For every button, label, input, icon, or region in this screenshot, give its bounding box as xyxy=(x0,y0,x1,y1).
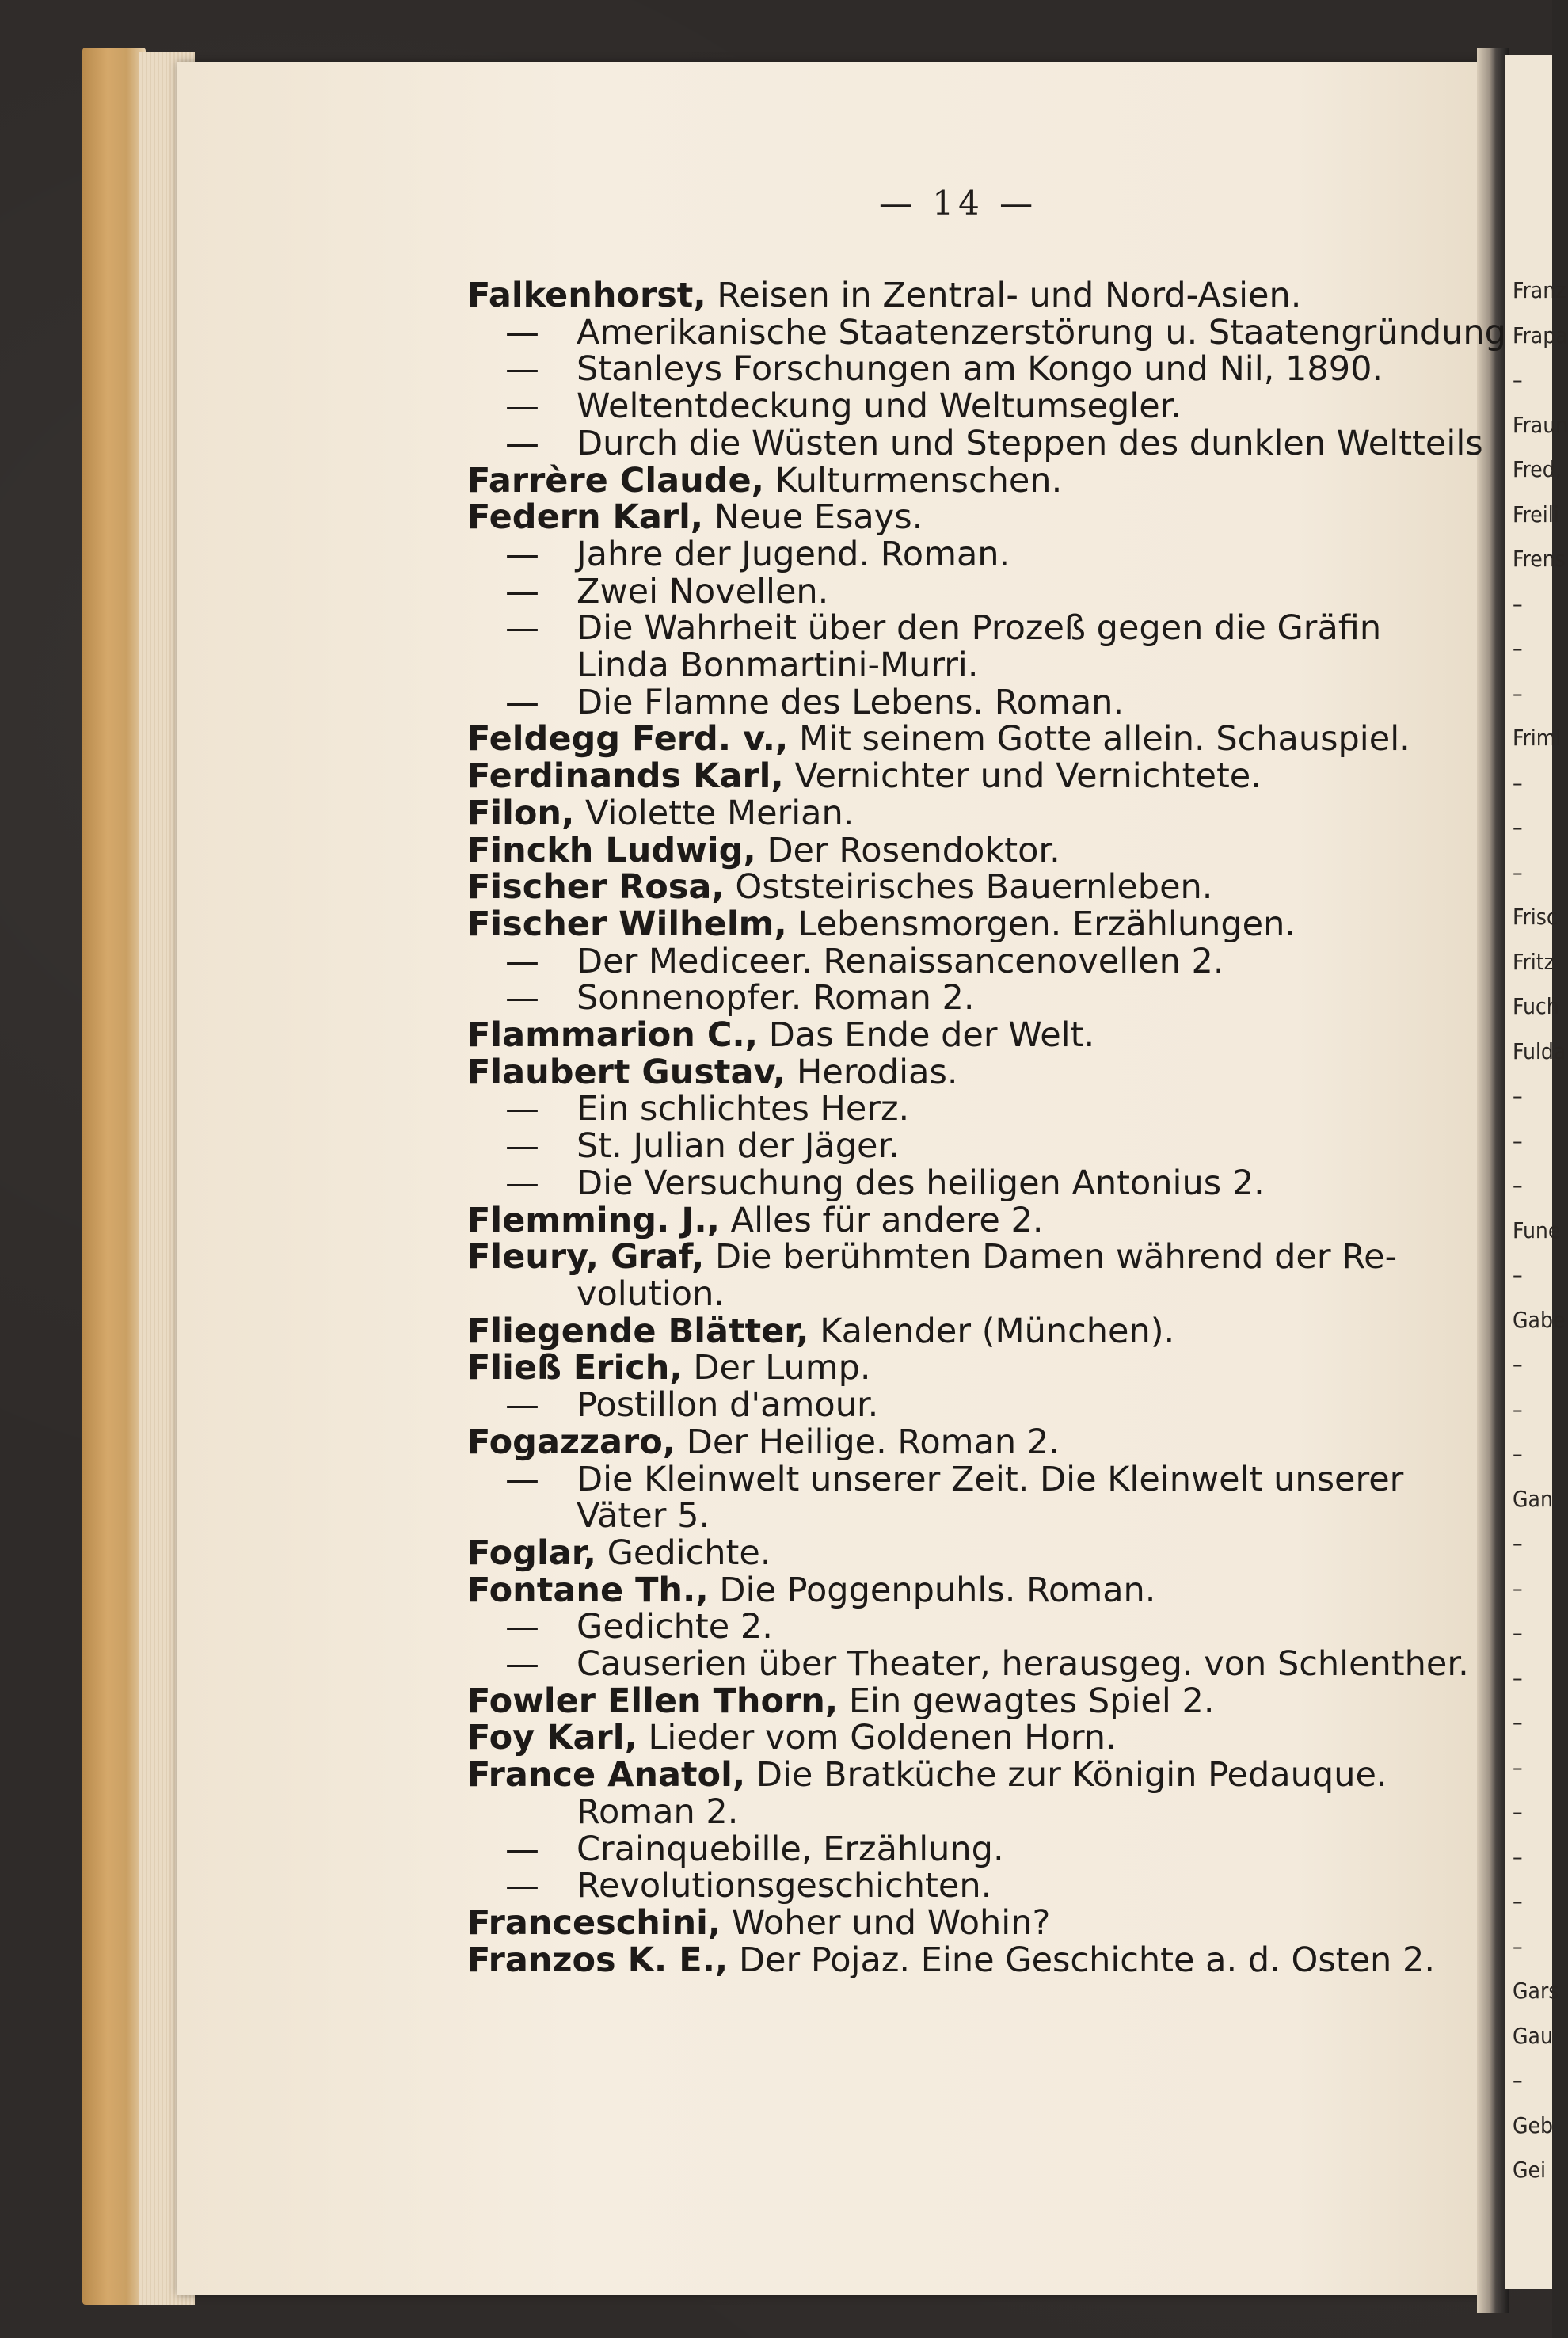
facing-page-fragment: – xyxy=(1513,1709,1523,1735)
facing-page-fragment: – xyxy=(1513,1396,1523,1422)
author-name: Flammarion C., xyxy=(467,1015,759,1056)
facing-page-fragment: – xyxy=(1513,814,1523,840)
ditto-dash: — xyxy=(505,423,539,463)
title-text: Sonnenopfer. Roman 2. xyxy=(577,978,975,1019)
facing-page-fragment: – xyxy=(1513,1172,1523,1198)
author-name: Farrère Claude, xyxy=(467,460,764,501)
catalog-entry xyxy=(467,1719,1497,1757)
catalog-entry xyxy=(467,758,1497,795)
ditto-dash: — xyxy=(505,534,539,574)
ditto-dash: — xyxy=(505,1644,539,1685)
title-text: Oststeirisches Bauernleben. xyxy=(735,867,1213,908)
title-text: Stanleys Forschungen am Kongo und Nil, 1890. xyxy=(577,349,1383,390)
title-text: Die Poggenpuhls. Roman. xyxy=(719,1570,1156,1610)
facing-page-fragment: Gars xyxy=(1513,1978,1559,2004)
catalog-entry xyxy=(467,1165,1497,1202)
ditto-dash: — xyxy=(505,941,539,981)
facing-page-fragment: – xyxy=(1513,680,1523,706)
title-text: Crainquebille, Erzählung. xyxy=(577,1829,1004,1869)
catalog-entry xyxy=(467,1609,1497,1646)
author-name: Fliegende Blätter, xyxy=(467,1311,809,1351)
catalog-entry xyxy=(467,1350,1497,1387)
title-text: Weltentdeckung und Weltumsegler. xyxy=(577,386,1182,427)
title-text: Lebensmorgen. Erzählungen. xyxy=(797,904,1296,944)
title-text: Das Ende der Welt. xyxy=(768,1015,1095,1056)
title-text: Vernichter und Vernichtete. xyxy=(794,756,1262,797)
catalog-entry xyxy=(467,832,1497,870)
title-text: Gedichte. xyxy=(607,1533,771,1573)
facing-page-fragment: – xyxy=(1513,635,1523,661)
author-name: Foglar, xyxy=(467,1533,596,1573)
continuation-text: Linda Bonmartini-Murri. xyxy=(577,645,979,686)
author-name: Franzos K. E., xyxy=(467,1940,729,1980)
author-name: Fogazzaro, xyxy=(467,1422,676,1462)
facing-page-fragment: – xyxy=(1513,1843,1523,1870)
continuation-text: Roman 2. xyxy=(577,1792,739,1832)
title-text: Die berühmten Damen während der Re- xyxy=(714,1237,1398,1278)
facing-page-fragment: Geb xyxy=(1513,2111,1554,2138)
author-name: Franceschini, xyxy=(467,1902,721,1943)
title-text: Lieder vom Goldenen Horn. xyxy=(648,1718,1117,1758)
title-text: Die Bratküche zur Königin Pedauque. xyxy=(755,1755,1387,1795)
catalog-entry xyxy=(467,1572,1497,1609)
facing-page-fragment: – xyxy=(1513,1754,1523,1780)
continuation-text: volution. xyxy=(577,1274,725,1314)
title-text: Jahre der Jugend. Roman. xyxy=(577,534,1010,574)
facing-page-fragment: – xyxy=(1513,1262,1523,1288)
facing-page-fragment: – xyxy=(1513,1888,1523,1914)
catalog-entry xyxy=(467,1313,1497,1350)
title-text: St. Julian der Jäger. xyxy=(577,1126,900,1167)
facing-page-fragment: Frisc xyxy=(1513,904,1558,930)
book-edge xyxy=(82,48,146,2305)
catalog-entry xyxy=(467,1128,1497,1165)
catalog-entry xyxy=(467,1498,1497,1535)
title-text: Zwei Novellen. xyxy=(577,571,829,611)
catalog-entry xyxy=(467,425,1497,463)
author-name: Fowler Ellen Thorn, xyxy=(467,1681,839,1721)
facing-page-fragment: Fuch xyxy=(1513,993,1559,1019)
facing-page-fragment: – xyxy=(1513,590,1523,617)
title-text: Gedichte 2. xyxy=(577,1607,773,1647)
title-text: Ein schlichtes Herz. xyxy=(577,1089,910,1129)
title-text: Der Mediceer. Renaissancenovellen 2. xyxy=(577,941,1224,981)
ditto-dash: — xyxy=(505,608,539,649)
ditto-dash: — xyxy=(505,1163,539,1203)
facing-page-fragment: Fulda xyxy=(1513,1038,1566,1064)
title-text: Der Heilige. Roman 2. xyxy=(686,1422,1060,1462)
ditto-dash: — xyxy=(505,349,539,390)
catalog-entry xyxy=(467,795,1497,832)
facing-page-fragment: Gabe xyxy=(1513,1306,1566,1333)
catalog-entry xyxy=(467,460,1497,501)
title-text: Durch die Wüsten und Steppen des dunklen Weltteils xyxy=(577,423,1483,463)
catalog-entry xyxy=(467,1276,1497,1313)
title-text: Herodias. xyxy=(797,1052,958,1092)
catalog-entry xyxy=(467,1868,1497,1905)
title-text: Die Versuchung des heiligen Antonius 2. xyxy=(577,1163,1265,1203)
facing-page-edge xyxy=(1505,55,1568,2289)
catalog-entry xyxy=(467,684,1497,722)
continuation-text: Väter 5. xyxy=(577,1496,710,1536)
facing-page-fragment: – xyxy=(1513,859,1523,885)
ditto-dash: — xyxy=(505,1866,539,1906)
title-text: Der Pojaz. Eine Geschichte a. d. Osten 2. xyxy=(738,1940,1435,1980)
catalog-entry xyxy=(467,943,1497,981)
ditto-dash: — xyxy=(505,571,539,611)
facing-page-fragment: Frapa xyxy=(1513,322,1568,348)
title-text: Die Wahrheit über den Prozeß gegen die Gräfin xyxy=(577,608,1382,649)
author-name: Federn Karl, xyxy=(467,497,704,538)
title-text: Ein gewagtes Spiel 2. xyxy=(848,1681,1215,1721)
author-name: Finckh Ludwig, xyxy=(467,830,756,870)
facing-page-fragment: Gei xyxy=(1513,2157,1547,2183)
facing-page-fragment: – xyxy=(1513,1799,1523,1825)
author-name: Filon, xyxy=(467,793,575,833)
author-name: France Anatol, xyxy=(467,1755,746,1795)
facing-page-fragment: – xyxy=(1513,1932,1523,1959)
facing-page-fragment: Gau xyxy=(1513,2022,1553,2049)
title-text: Kulturmenschen. xyxy=(774,460,1063,501)
title-text: Die Flamne des Lebens. Roman. xyxy=(577,682,1125,722)
catalog-entries xyxy=(467,276,1506,1980)
facing-page-fragment: – xyxy=(1513,1127,1523,1154)
title-text: Kalender (München). xyxy=(820,1311,1175,1351)
catalog-entry xyxy=(467,1535,1497,1572)
author-name: Foy Karl, xyxy=(467,1718,637,1758)
facing-page-fragment: – xyxy=(1513,2067,1523,2093)
ditto-dash: — xyxy=(505,978,539,1019)
facing-page-fragment: Fune xyxy=(1513,1217,1561,1243)
title-text: Reisen in Zentral- und Nord-Asien. xyxy=(717,276,1302,315)
title-text: Mit seinem Gotte allein. Schauspiel. xyxy=(798,719,1410,760)
facing-page-fragment: – xyxy=(1513,367,1523,393)
catalog-entry xyxy=(467,1902,1497,1943)
catalog-entry xyxy=(467,1202,1497,1239)
facing-page-fragment: – xyxy=(1513,1575,1523,1601)
facing-page-fragment: – xyxy=(1513,1083,1523,1109)
ditto-dash: — xyxy=(505,1089,539,1129)
catalog-entry xyxy=(467,906,1497,943)
catalog-entry xyxy=(467,647,1497,684)
catalog-entry xyxy=(467,1646,1497,1683)
catalog-entry xyxy=(467,1757,1497,1794)
catalog-entry xyxy=(467,610,1497,647)
catalog-entry xyxy=(467,536,1497,573)
catalog-entry xyxy=(467,277,1497,314)
ditto-dash: — xyxy=(505,386,539,427)
title-text: Der Rosendoktor. xyxy=(767,830,1060,870)
ditto-dash: — xyxy=(505,1829,539,1869)
facing-page-fragment: – xyxy=(1513,1441,1523,1467)
author-name: Fischer Rosa, xyxy=(467,867,725,908)
catalog-entry xyxy=(467,499,1497,536)
title-text: Woher und Wohin? xyxy=(731,1902,1051,1943)
title-text: Revolutionsgeschichten. xyxy=(577,1866,992,1906)
catalog-entry xyxy=(467,869,1497,906)
facing-page-fragment: Gan xyxy=(1513,1485,1553,1512)
catalog-entry xyxy=(467,1942,1497,1979)
title-text: Postillon d'amour. xyxy=(577,1385,879,1426)
catalog-entry xyxy=(467,1387,1497,1424)
facing-page-fragment: Fritz xyxy=(1513,948,1555,975)
facing-page-fragment: Fred, xyxy=(1513,456,1562,482)
ditto-dash: — xyxy=(505,682,539,722)
catalog-entry xyxy=(467,573,1497,611)
author-name: Flemming. J., xyxy=(467,1200,720,1240)
facing-page-fragment: – xyxy=(1513,1620,1523,1646)
title-text: Die Kleinwelt unserer Zeit. Die Kleinwelt unserer xyxy=(577,1459,1404,1499)
ditto-dash: — xyxy=(505,312,539,352)
title-text: Violette Merian. xyxy=(585,793,854,833)
title-text: Causerien über Theater, herausgeg. von Schlenther. xyxy=(577,1644,1469,1685)
catalog-entry xyxy=(467,1794,1497,1831)
page-number: — 14 — xyxy=(879,184,1038,223)
ditto-dash: — xyxy=(505,1607,539,1647)
title-text: Neue Esays. xyxy=(714,497,923,538)
author-name: Feldegg Ferd. v., xyxy=(467,719,789,760)
facing-page-fragment: Frens xyxy=(1513,546,1566,572)
author-name: Fischer Wilhelm, xyxy=(467,904,787,944)
catalog-entry xyxy=(467,312,1506,352)
facing-page-fragment: – xyxy=(1513,1351,1523,1377)
author-name: Falkenhorst, xyxy=(467,276,706,315)
catalog-entry xyxy=(467,1054,1497,1091)
author-name: Ferdinands Karl, xyxy=(467,756,784,797)
catalog-entry xyxy=(467,351,1497,388)
facing-page-fragment: Friml xyxy=(1513,725,1562,751)
facing-page-fragment: – xyxy=(1513,1530,1523,1556)
catalog-entry xyxy=(467,1424,1497,1461)
facing-page-fragment: Freili xyxy=(1513,501,1559,527)
catalog-entry xyxy=(467,721,1497,758)
title-text: Der Lump. xyxy=(693,1348,871,1388)
catalog-entry xyxy=(467,1831,1497,1868)
facing-page-fragment: Fraun xyxy=(1513,411,1568,438)
catalog-entry xyxy=(467,388,1497,425)
catalog-entry xyxy=(467,1683,1497,1720)
facing-page-fragment: – xyxy=(1513,769,1523,796)
author-name: Flaubert Gustav, xyxy=(467,1052,786,1092)
title-text: Alles für andere 2. xyxy=(730,1200,1044,1240)
catalog-entry xyxy=(467,1091,1497,1128)
author-name: Fließ Erich, xyxy=(467,1348,683,1388)
ditto-dash: — xyxy=(505,1126,539,1167)
facing-page-fragment: – xyxy=(1513,1664,1523,1691)
facing-page-fragment: Franz xyxy=(1513,277,1566,303)
catalog-entry xyxy=(467,1461,1497,1498)
catalog-entry xyxy=(467,1017,1497,1054)
title-text: Amerikanische Staatenzerstörung u. Staatengründung xyxy=(577,312,1506,352)
catalog-entry xyxy=(467,1239,1497,1276)
ditto-dash: — xyxy=(505,1459,539,1499)
author-name: Fleury, Graf, xyxy=(467,1237,705,1278)
catalog-entry xyxy=(467,980,1497,1017)
author-name: Fontane Th., xyxy=(467,1570,709,1610)
ditto-dash: — xyxy=(505,1385,539,1426)
